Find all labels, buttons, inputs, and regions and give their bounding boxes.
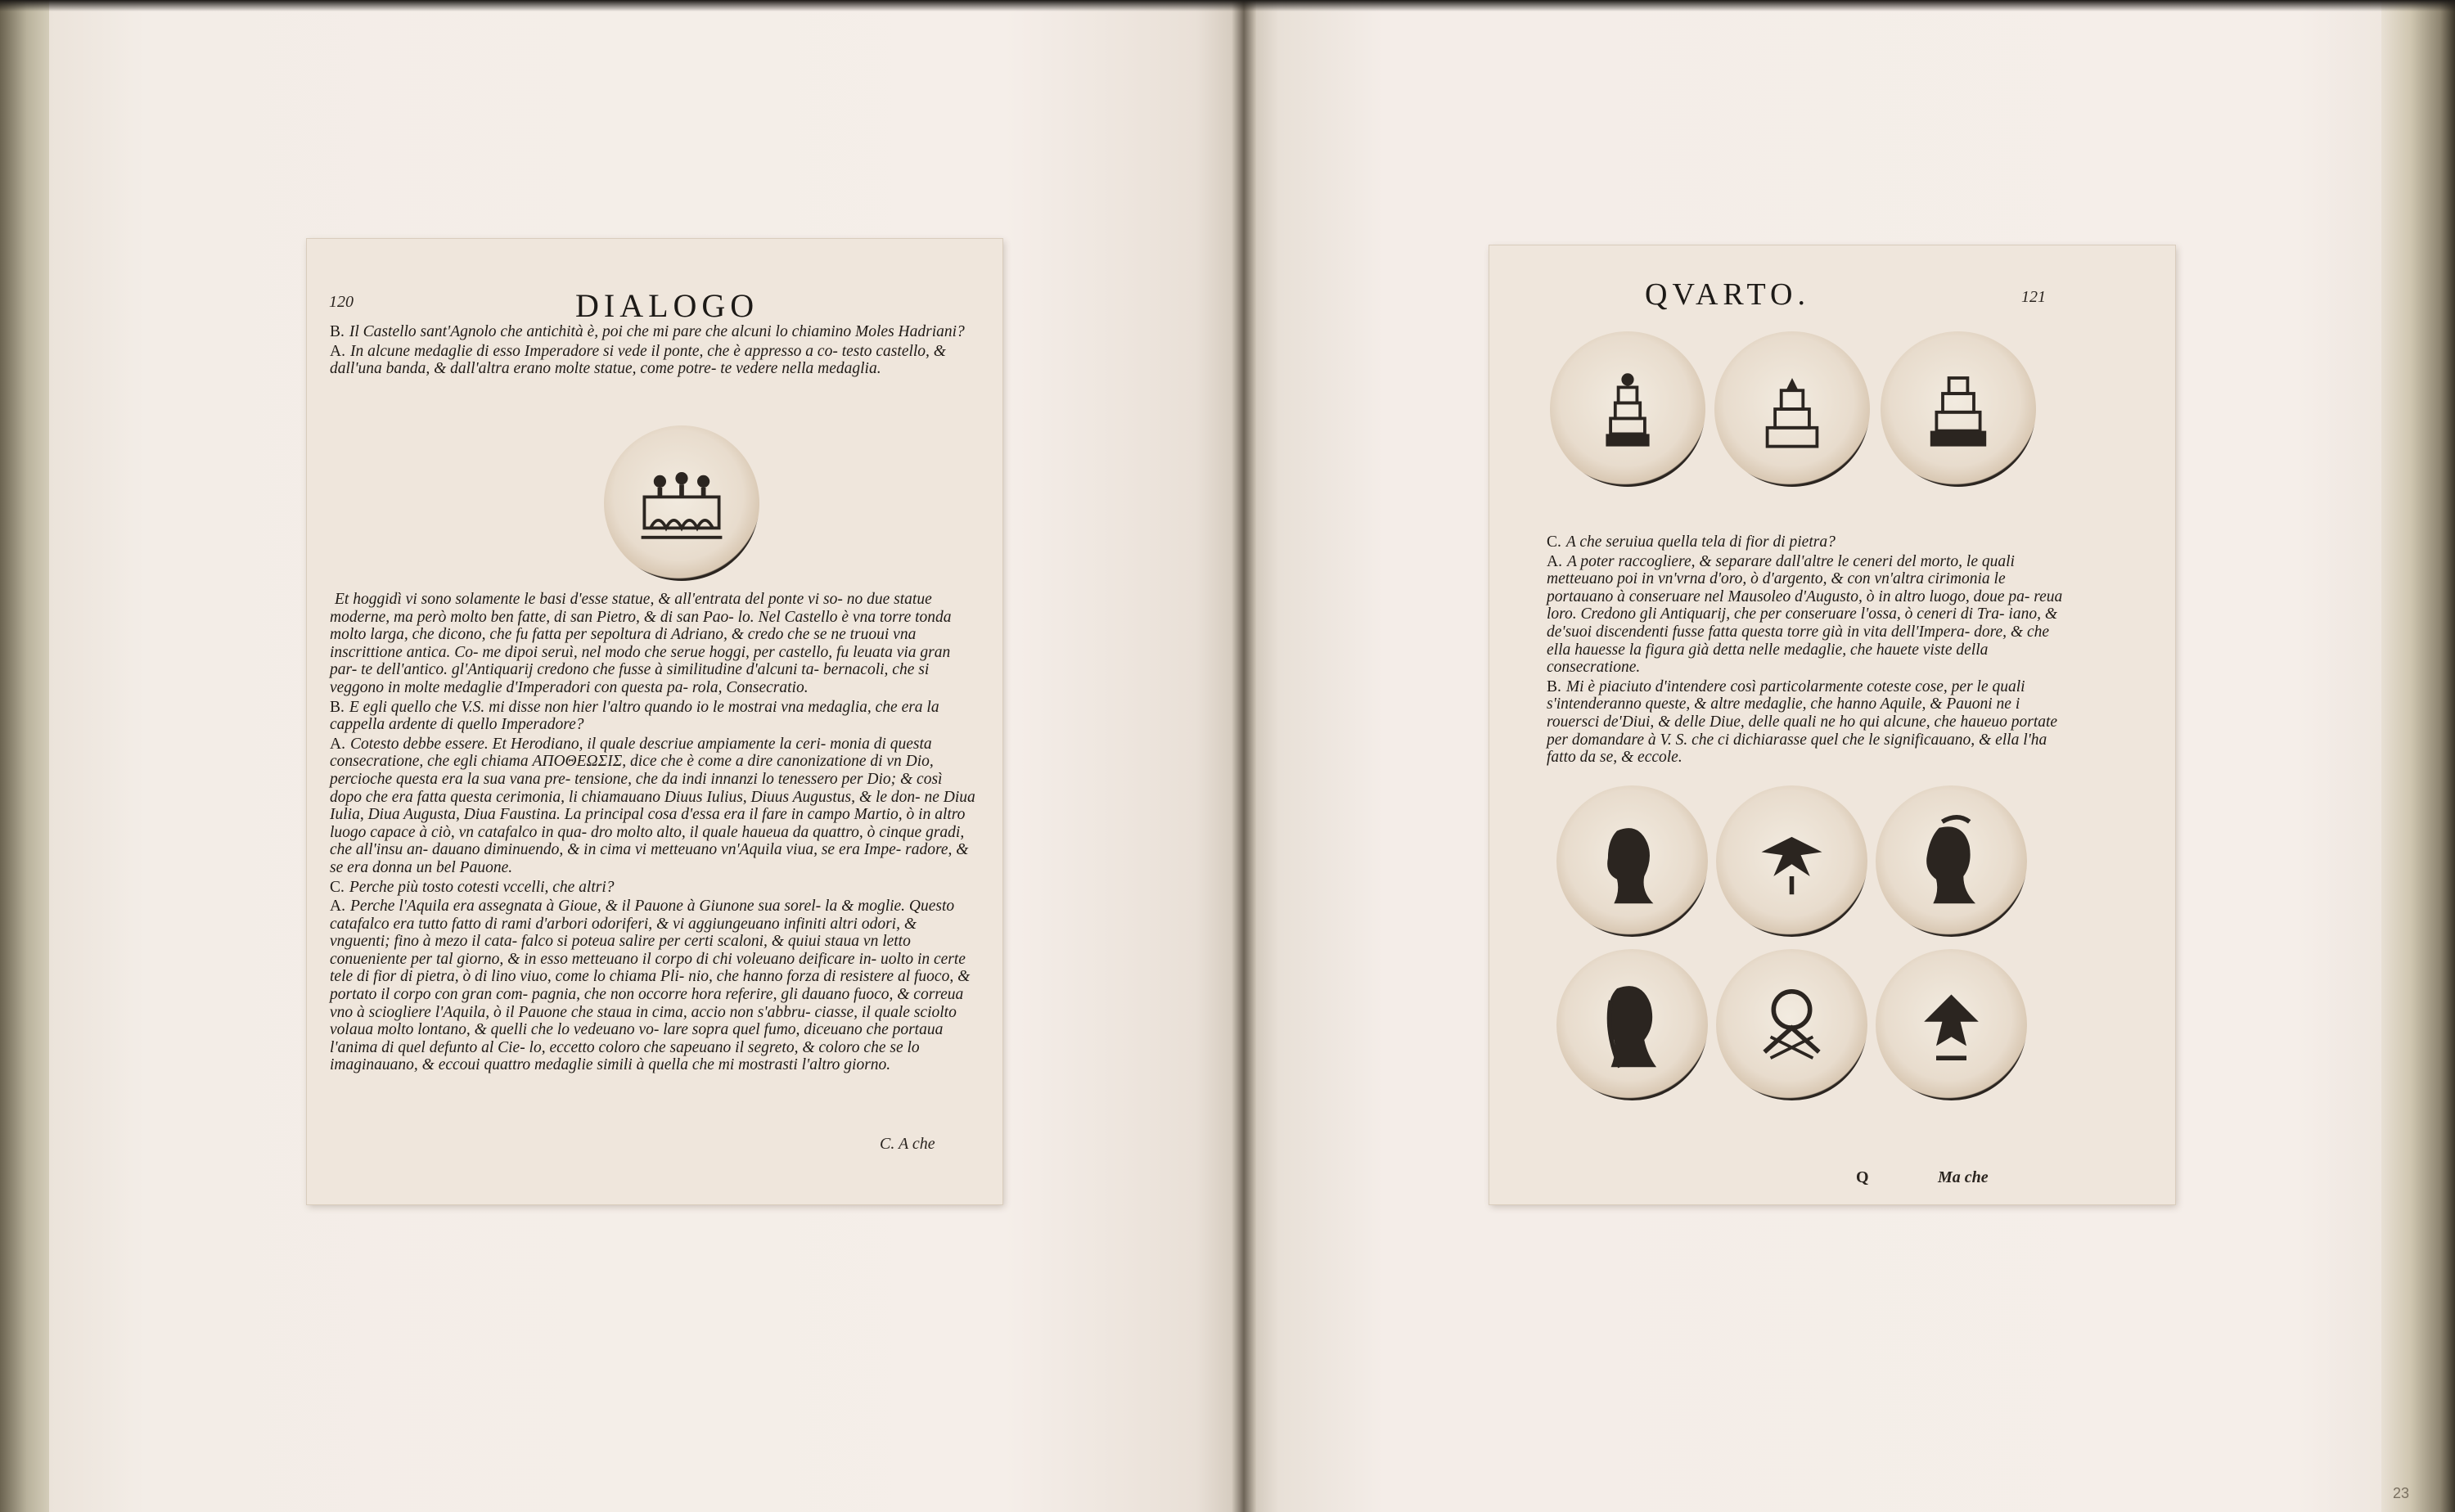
pyre-medal-icon <box>1714 331 1870 487</box>
left-text-top <box>330 323 976 380</box>
catchword-left: C. A che <box>880 1135 935 1153</box>
portrait-medal-icon <box>1876 785 2027 937</box>
eagle-medal-icon <box>1716 785 1867 937</box>
paragraph: B. Il Castello sant'Agnolo che antichità è, poi che mi pare che alcuni lo chiamino Moles Hadriani? <box>330 323 965 340</box>
paragraph: A. In alcune medaglie di esso Imperadore si vede il ponte, che è appresso a co- testo castello, & dall'una banda, & dall'altra erano molte statue, come potre- te vedere nella medaglia. <box>330 342 946 378</box>
pyre-medal-icon <box>1881 331 2036 487</box>
paragraph: A. Cotesto debbe essere. Et Herodiano, il quale descriue ampiamente la ceri- monia di questa consecratione, che egli chiama ΑΠΟΘΕΩΣΙΣ, dice che è come a dire canonizatione di vn Dio, percioche questa era la sua vana pre- tensione, che da indi innanzi lo tenessero per Dio; & così dopo che era fatta questa cerimonia, li chiamauano Diuus Iulius, Diuus Augustus, & le don- ne Diua Iulia, Diua Augusta, Diua Faustina. La principal cosa d'essa era il fare in campo Martio, ò in altro luogo capace à ciò, vn catafalco in qua- dro molto alto, il quale haueua da quattro, ò cinque gradi, che all'insu an- dauano diminuendo, & in cima vi metteuano vn'Aquila viua, se era Impe- radore, & se era donna un bel Pauone. <box>330 735 975 876</box>
catchword-right: Ma che <box>1938 1168 1989 1186</box>
portrait-medal-icon <box>1556 785 1708 937</box>
signature-mark: Q <box>1856 1168 1869 1186</box>
left-text-main <box>330 591 976 1076</box>
book-gutter <box>1232 0 1256 1512</box>
eagle-medal-icon <box>1876 949 2027 1100</box>
paragraph: C. Perche più tosto cotesti vccelli, che altri? <box>330 878 615 896</box>
peacock-medal-icon <box>1716 949 1867 1100</box>
paragraph: C. A che seruiua quella tela di fior di pietra? <box>1547 533 1836 551</box>
page-number-left: 120 <box>329 293 354 311</box>
book-edge-right <box>2381 0 2455 1512</box>
portrait-medal-icon <box>1556 949 1708 1100</box>
page-number-right: 121 <box>2021 288 2046 306</box>
paragraph: A. A poter raccogliere, & separare dall'altre le ceneri del morto, le quali metteuano poi in vn'vrna d'oro, ò d'argento, & con vn'altra cirimonia le portauano à conseruare nel Mausoleo d'Augusto, ò in altro luogo, doue pa- reua loro. Credono gli Antiquarij, che per conseruare l'ossa, ò ceneri di Tra- iano, & de'suoi discendenti fusse fatta questa torre già in vita dell'Impera- dore, & che ella hauesse la figura già detta nelle medaglie, che hauete viste della consecratione. <box>1547 552 2063 677</box>
running-head-left: DIALOGO <box>575 287 759 324</box>
folio-corner-number: 23 <box>2392 1485 2409 1501</box>
paragraph: B. E egli quello che V.S. mi disse non hier l'altro quando io le mostrai vna medaglia, che era la cappella ardente di quello Imperadore? <box>330 698 939 734</box>
top-shadow <box>0 0 2455 11</box>
running-head-right: QVARTO. <box>1645 277 1810 312</box>
pyre-medal-icon <box>1550 331 1705 487</box>
left-mounted-print <box>307 239 1002 1204</box>
bridge-medal-icon <box>604 425 759 581</box>
right-mounted-print <box>1489 245 2175 1204</box>
right-text <box>1547 533 2070 768</box>
paragraph: A. Perche l'Aquila era assegnata à Gioue, & il Pauone à Giunone sua sorel- la & moglie. Questo catafalco era tutto fatto di rami d'arbori odoriferi, & vi aggiungeuano infiniti altri odori, & vnguenti; fino à mezo il cata- falco si poteua salire per certi scaloni, & quiui staua vn letto conueniente per tal giorno, & in esso metteuano il corpo di chi voleuano deificare in- uolto in certe tele di fior di pietra, ò di lino viuo, come lo chiama Pli- nio, che hanno forza di resistere al fuoco, & portato il corpo con gran com- pagnia, che non occorre hora referire, gli dauano fuoco, & correua vno à sciogliere l'Aquila, ò il Pauone che staua in cima, accio non s'abbru- ciasse, il quale sciolto volaua molto lontano, & quelli che lo vedeuano vo- lare sopra quel fumo, diceuano che portaua l'anima di quel defunto al Cie- lo, eccetto coloro che sapeuano il segreto, & coloro che se lo imaginauano, & eccoui quattro medaglie simili à quella che mi mostrasti l'altro giorno. <box>330 898 971 1074</box>
paragraph: B. Mi è piaciuto d'intendere così particolarmente coteste cose, per le quali s'intenderanno queste, & altre medaglie, che hanno Aquile, & Pauoni ne i rouersci de'Diui, & delle Diue, delle quali ne ho qui alcune, che haueuo portate per domandare à V. S. che ci dichiarasse quel che le significauano, & ella l'ha fatto da se, & eccole. <box>1547 677 2058 767</box>
paragraph: Et hoggidì vi sono solamente le basi d'esse statue, & all'entrata del ponte vi so- no due statue moderne, ma però molto ben fatte, di san Pietro, & di san Pao- lo. Nel Castello è vna torre tonda molto larga, che dicono, che fu fatta per sepoltura di Adriano, & credo che se ne truoui vna inscrittione antica. Co- me dipoi seruì, nel modo che serue hoggi, per castello, fu leuata via gran par- te dell'antico. gl'Antiquarij credono che fusse à similitudine d'alcuni ta- bernacoli, che si veggono in molte medaglie d'Imperadori con questa pa- rola, Consecratio. <box>330 591 952 696</box>
